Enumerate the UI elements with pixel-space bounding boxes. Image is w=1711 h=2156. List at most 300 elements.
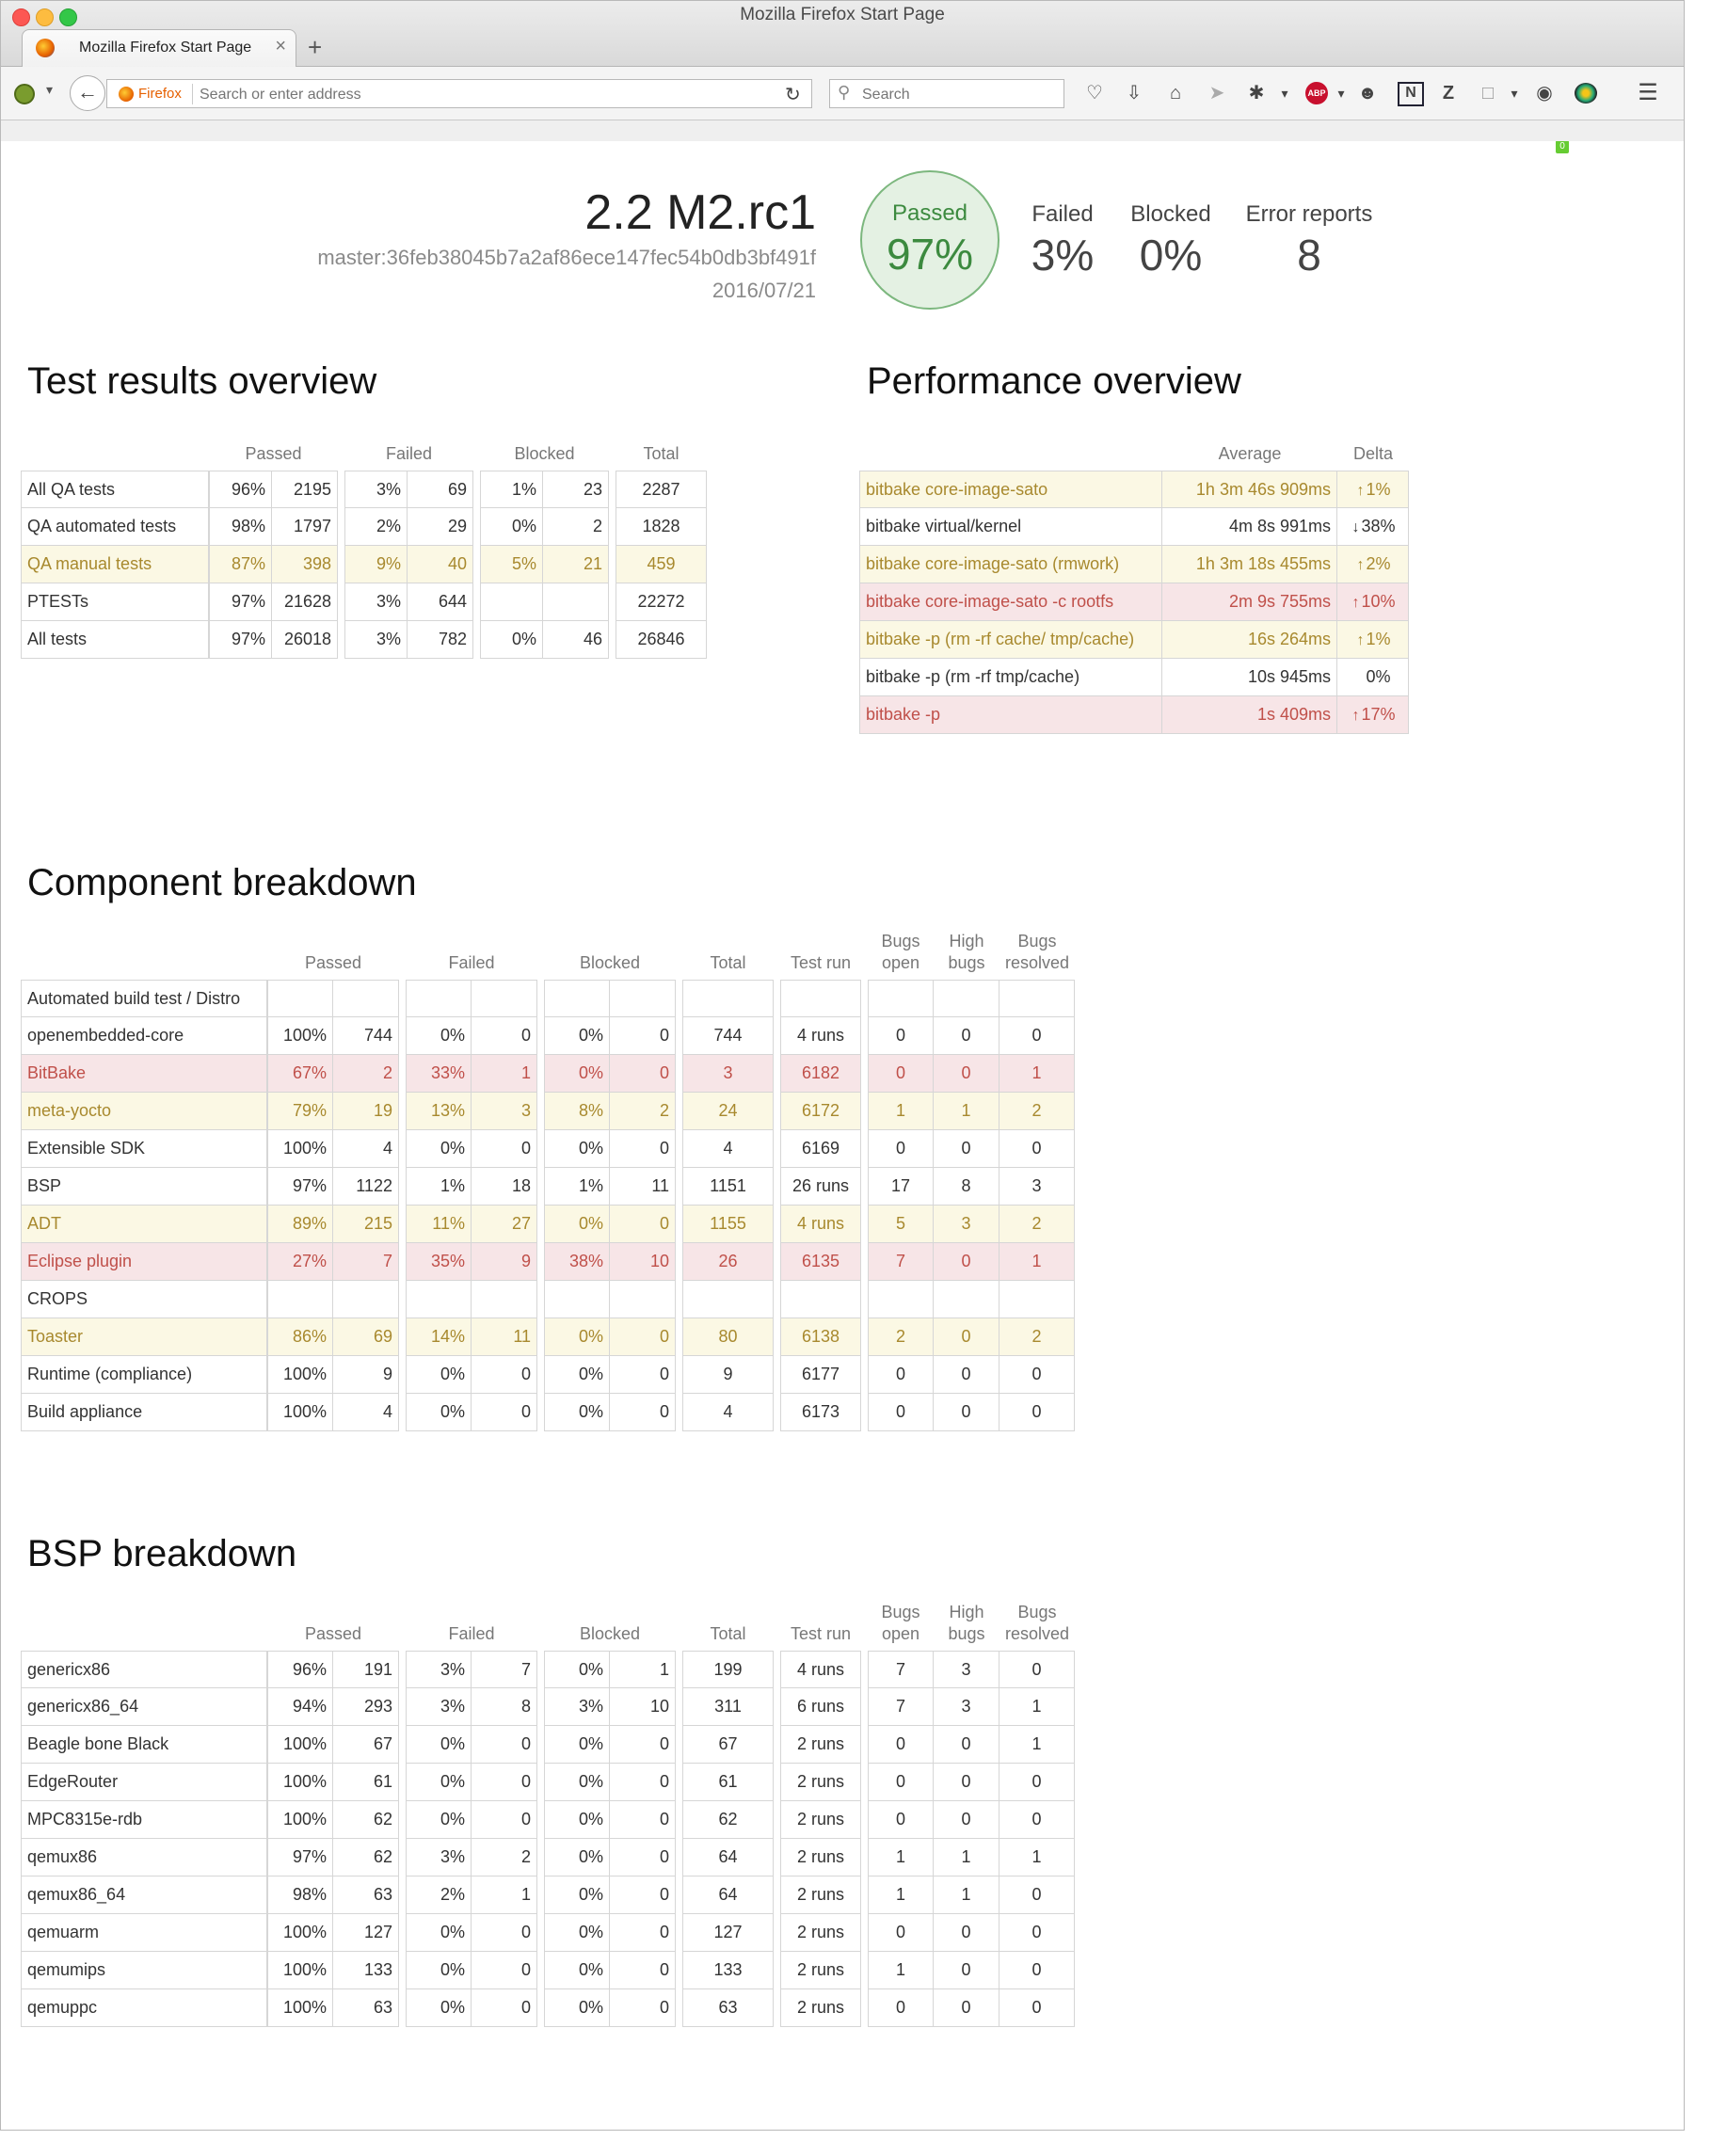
column-gap [676,1688,682,1726]
failed-percent: 0% [406,1764,472,1801]
row-name: openembedded-core [21,1017,267,1055]
status-icon[interactable] [1575,83,1597,104]
addon-icon[interactable] [14,84,35,104]
column-gap [774,1839,780,1877]
blocked-count: 23 [543,471,609,508]
test-run: 2 runs [780,1764,861,1801]
table-row [859,583,1409,621]
header-test-run: Test run [790,1624,852,1643]
high-bugs: 3 [934,1688,999,1726]
blocked-percent: 0% [544,1952,610,1989]
tab-close-icon[interactable]: × [275,36,286,56]
delta-value: 17% [1361,705,1396,724]
passed-count: 191 [333,1651,399,1688]
blocked-count: 0 [610,1726,676,1764]
column-gap [399,1130,406,1168]
average-time: 1h 3m 46s 909ms [1162,471,1337,508]
failed-percent: 3% [406,1839,472,1877]
column-gap [537,1093,544,1130]
page-icon[interactable]: □ [1481,83,1495,104]
test-run: 6169 [780,1130,861,1168]
bug-icon[interactable]: ✱ [1248,83,1265,104]
column-gap [774,1726,780,1764]
firefox-icon [119,87,134,102]
table-row [21,1206,1075,1243]
download-icon[interactable]: ⇩ [1126,83,1143,104]
blocked-count: 46 [543,621,609,659]
column-gap [537,1801,544,1839]
column-gap [861,1168,868,1206]
passed-count: 9 [333,1356,399,1394]
identity-label[interactable]: Firefox [138,86,182,102]
delta-cell [1337,546,1409,583]
adblock-icon[interactable]: ABP [1305,82,1328,104]
blocked-percent [480,583,543,621]
table-row [859,508,1409,546]
row-name: BSP [21,1168,267,1206]
passed-percent: 97% [267,1168,333,1206]
total-count: 62 [682,1801,774,1839]
header-passed: Passed [304,953,362,972]
failed-count [472,1281,537,1318]
high-bugs [934,1281,999,1318]
column-gap [399,1952,406,1989]
passed-percent: 97% [209,583,272,621]
column-gap [861,1989,868,2027]
passed-percent: 86% [267,1318,333,1356]
passed-count: 1122 [333,1168,399,1206]
blocked-percent: 0% [544,1764,610,1801]
total-count: 133 [682,1952,774,1989]
column-gap [676,980,682,1017]
bsp-table [21,1602,1075,2027]
passed-value: 97% [886,230,974,279]
passed-percent: 79% [267,1093,333,1130]
row-name: Extensible SDK [21,1130,267,1168]
table-row [859,546,1409,583]
column-gap [861,1914,868,1952]
blocked-percent: 0% [544,1130,610,1168]
bugs-resolved: 3 [999,1168,1075,1206]
test-run: 2 runs [780,1989,861,2027]
passed-count: 19 [333,1093,399,1130]
url-bar[interactable] [106,79,812,108]
total-count: 63 [682,1989,774,2027]
total-count: 127 [682,1914,774,1952]
bugs-open: 7 [868,1651,934,1688]
column-gap [861,1017,868,1055]
chevron-down-icon[interactable]: ▾ [1337,86,1345,101]
passed-label: Passed [891,200,968,226]
benchmark-name: bitbake virtual/kernel [859,508,1162,546]
table-row [21,1651,1075,1688]
high-bugs: 0 [934,1914,999,1952]
passed-count: 744 [333,1017,399,1055]
table-row [21,1318,1075,1356]
failed-percent: 33% [406,1055,472,1093]
arrow-up-icon: ↑ [1356,482,1365,499]
toolbar-spacer [1,120,1684,141]
total-count: 2287 [616,471,707,508]
header-bugs-resolved: Bugs resolved [1005,1603,1070,1643]
header-failed: Failed [448,953,495,972]
column-gap [774,1952,780,1989]
bugs-resolved: 2 [999,1318,1075,1356]
table-row [21,1952,1075,1989]
failed-percent: 0% [406,1356,472,1394]
column-gap [338,583,344,621]
bugs-open: 0 [868,1801,934,1839]
blocked-count: 1 [610,1651,676,1688]
performance-table [859,443,1409,734]
back-button[interactable]: ← [70,75,105,111]
column-gap [774,931,780,980]
delta-value: 38% [1361,517,1396,535]
failed-percent: 2% [344,508,408,546]
blocked-percent: 0% [544,1801,610,1839]
test-run: 6173 [780,1394,861,1431]
bugs-open: 1 [868,1877,934,1914]
chevron-down-icon[interactable]: ▾ [1511,86,1518,101]
home-icon[interactable]: ⌂ [1169,83,1182,104]
failed-percent: 3% [344,583,408,621]
release-version: 2.2 M2.rc1 [584,185,816,240]
delta-cell [1337,583,1409,621]
column-gap [537,931,544,980]
failed-percent: 13% [406,1093,472,1130]
test-results-title: Test results overview [27,360,377,402]
arrow-up-icon: ↑ [1356,557,1365,573]
passed-count: 293 [333,1688,399,1726]
column-gap [399,1055,406,1093]
column-gap [676,1839,682,1877]
passed-count: 398 [272,546,338,583]
column-gap [774,1281,780,1318]
table-row [21,583,707,621]
bugs-resolved: 2 [999,1093,1075,1130]
row-name: EdgeRouter [21,1764,267,1801]
bugs-open [868,1281,934,1318]
column-gap [774,1394,780,1431]
row-name: QA manual tests [21,546,209,583]
table-row [859,696,1409,734]
table-row [21,1243,1075,1281]
address-input[interactable] [198,83,766,107]
column-gap [537,1602,544,1651]
column-gap [537,1764,544,1801]
error-reports-value: 8 [1297,231,1321,279]
column-gap [676,1914,682,1952]
header-blocked: Blocked [514,444,575,463]
column-gap [676,1952,682,1989]
bugs-open [868,980,934,1017]
column-gap [399,1168,406,1206]
failed-count: 40 [408,546,473,583]
bugs-open: 0 [868,1130,934,1168]
column-gap [399,1839,406,1877]
passed-percent: 100% [267,1394,333,1431]
arrow-up-icon: ↑ [1356,632,1365,648]
blocked-percent: 0% [544,1356,610,1394]
column-gap [676,1281,682,1318]
high-bugs: 0 [934,1989,999,2027]
table-row [21,1764,1075,1801]
table-row [21,1914,1075,1952]
benchmark-name: bitbake -p [859,696,1162,734]
passed-percent: 100% [267,1989,333,2027]
column-gap [676,1055,682,1093]
table-row [859,659,1409,696]
column-gap [537,1356,544,1394]
bsp-title: BSP breakdown [27,1533,297,1574]
menu-icon[interactable]: ☰ [1638,80,1658,105]
table-row [21,1877,1075,1914]
total-count: 3 [682,1055,774,1093]
column-gap [609,546,616,583]
send-icon[interactable]: ➤ [1208,83,1225,104]
tab-start-page[interactable] [22,29,296,68]
column-gap [676,1206,682,1243]
row-name: Beagle bone Black [21,1726,267,1764]
benchmark-name: bitbake core-image-sato [859,471,1162,508]
row-name: All tests [21,621,209,659]
column-gap [338,508,344,546]
row-name: CROPS [21,1281,267,1318]
table-row [21,1168,1075,1206]
passed-percent: 98% [267,1877,333,1914]
bugs-open: 5 [868,1206,934,1243]
column-gap [399,1093,406,1130]
test-run [780,1281,861,1318]
high-bugs: 0 [934,1952,999,1989]
test-run [780,980,861,1017]
row-name: Automated build test / Distro [21,980,267,1017]
failed-percent: 14% [406,1318,472,1356]
total-count [682,980,774,1017]
bugs-open: 2 [868,1318,934,1356]
header-passed: Passed [304,1624,362,1643]
title-bar [1,1,1684,67]
blocked-count: 0 [610,1989,676,2027]
blocked-count [543,583,609,621]
column-gap [774,980,780,1017]
blocked-percent: 5% [480,546,543,583]
header-spacer [21,1602,267,1651]
passed-percent: 100% [267,1017,333,1055]
error-reports-label: Error reports [1245,201,1373,227]
passed-count: 26018 [272,621,338,659]
failed-percent: 3% [406,1651,472,1688]
high-bugs: 3 [934,1206,999,1243]
pocket-icon[interactable]: ♡ [1086,83,1103,104]
ufo-icon[interactable]: ◉ [1536,83,1553,104]
column-gap [399,1356,406,1394]
table-row [21,508,707,546]
row-name: meta-yocto [21,1093,267,1130]
blocked-summary [1119,201,1223,280]
header-spacer [21,931,267,980]
passed-count: 62 [333,1801,399,1839]
blocked-percent: 1% [544,1168,610,1206]
failed-percent: 0% [406,1952,472,1989]
failed-percent: 3% [344,621,408,659]
test-run: 2 runs [780,1914,861,1952]
total-count: 4 [682,1130,774,1168]
performance-title: Performance overview [867,360,1241,402]
new-tab-button[interactable]: + [308,33,323,61]
n-extension-icon[interactable]: N [1398,82,1424,106]
release-date: 2016/07/21 [712,279,816,302]
column-gap [861,1130,868,1168]
row-name: qemumips [21,1952,267,1989]
header-total: Total [710,953,746,972]
blocked-percent: 0% [544,1055,610,1093]
total-count: 26846 [616,621,707,659]
total-count: 1155 [682,1206,774,1243]
commit-hash: master:36feb38045b7a2af86ece147fec54b0db3bf491f [317,246,816,269]
passed-count: 133 [333,1952,399,1989]
passed-percent: 96% [267,1651,333,1688]
blocked-percent: 0% [544,1989,610,2027]
bugs-resolved: 0 [999,1017,1075,1055]
bugs-resolved: 1 [999,1839,1075,1877]
bugs-open: 0 [868,1764,934,1801]
failed-percent: 9% [344,546,408,583]
column-gap [774,1206,780,1243]
total-count: 22272 [616,583,707,621]
column-gap [676,1093,682,1130]
header-high-bugs: High bugs [948,932,985,972]
bugs-open: 1 [868,1952,934,1989]
test-run: 6172 [780,1093,861,1130]
column-gap [861,1281,868,1318]
column-gap [774,1914,780,1952]
column-gap [537,1017,544,1055]
total-count: 1151 [682,1168,774,1206]
average-time: 1h 3m 18s 455ms [1162,546,1337,583]
total-count: 1828 [616,508,707,546]
blocked-percent: 0% [480,621,543,659]
column-gap [399,980,406,1017]
arrow-up-icon: ↑ [1351,595,1360,611]
column-gap [399,1989,406,2027]
header-blocked: Blocked [579,1624,641,1643]
high-bugs: 1 [934,1877,999,1914]
test-run: 4 runs [780,1017,861,1055]
column-gap [537,1688,544,1726]
passed-count: 4 [333,1394,399,1431]
column-gap [537,1877,544,1914]
bugs-resolved: 0 [999,1877,1075,1914]
ghost-icon[interactable]: ☻ [1357,83,1378,104]
delta-cell [1337,508,1409,546]
row-name: Build appliance [21,1394,267,1431]
delta-value: 0% [1366,667,1391,686]
blocked-value: 0% [1139,231,1203,279]
column-gap [537,1839,544,1877]
header-passed: Passed [245,444,302,463]
notification-badge: 0 [1556,140,1569,153]
passed-count: 2 [333,1055,399,1093]
column-gap [774,1651,780,1688]
blocked-count: 10 [610,1688,676,1726]
blocked-count: 0 [610,1206,676,1243]
bugs-resolved: 1 [999,1726,1075,1764]
column-gap [774,1801,780,1839]
column-gap [399,1726,406,1764]
column-gap [861,1055,868,1093]
column-gap [861,1726,868,1764]
row-name: MPC8315e-rdb [21,1801,267,1839]
delta-value: 1% [1366,630,1391,648]
column-gap [774,1688,780,1726]
header-spacer [859,443,1162,471]
test-run: 2 runs [780,1952,861,1989]
bugs-resolved: 0 [999,1130,1075,1168]
passed-count: 7 [333,1243,399,1281]
zotero-icon[interactable]: Z [1442,83,1455,104]
chevron-down-icon[interactable]: ▾ [46,82,54,97]
column-gap [861,1688,868,1726]
blocked-label: Blocked [1130,201,1211,227]
passed-percent: 97% [209,621,272,659]
row-name: genericx86_64 [21,1688,267,1726]
column-gap [537,1726,544,1764]
search-input[interactable] [860,83,1057,107]
passed-count: 4 [333,1130,399,1168]
passed-percent [267,980,333,1017]
high-bugs: 8 [934,1168,999,1206]
row-name: Eclipse plugin [21,1243,267,1281]
column-gap [537,1952,544,1989]
chevron-down-icon[interactable]: ▾ [1281,86,1288,101]
column-gap [861,1801,868,1839]
failed-count: 3 [472,1093,537,1130]
column-gap [676,1801,682,1839]
total-count: 26 [682,1243,774,1281]
average-time: 10s 945ms [1162,659,1337,696]
passed-count: 21628 [272,583,338,621]
failed-summary [1020,201,1105,280]
column-gap [676,1356,682,1394]
blocked-count: 0 [610,1017,676,1055]
failed-percent [406,1281,472,1318]
total-count: 64 [682,1839,774,1877]
test-results-table [21,443,707,659]
failed-count: 1 [472,1877,537,1914]
failed-percent: 0% [406,1989,472,2027]
blocked-count: 21 [543,546,609,583]
bugs-open: 17 [868,1168,934,1206]
table-row [21,1726,1075,1764]
average-time: 4m 8s 991ms [1162,508,1337,546]
passed-count: 63 [333,1989,399,2027]
test-run: 6 runs [780,1688,861,1726]
total-count: 24 [682,1093,774,1130]
passed-count [333,1281,399,1318]
column-gap [676,1651,682,1688]
column-gap [399,1801,406,1839]
table-row [21,1281,1075,1318]
blocked-percent: 8% [544,1093,610,1130]
table-row [21,1989,1075,2027]
failed-count: 11 [472,1318,537,1356]
reload-icon[interactable]: ↻ [785,85,801,105]
column-gap [774,1243,780,1281]
column-gap [609,471,616,508]
column-gap [774,1764,780,1801]
search-bar[interactable] [829,79,1064,108]
